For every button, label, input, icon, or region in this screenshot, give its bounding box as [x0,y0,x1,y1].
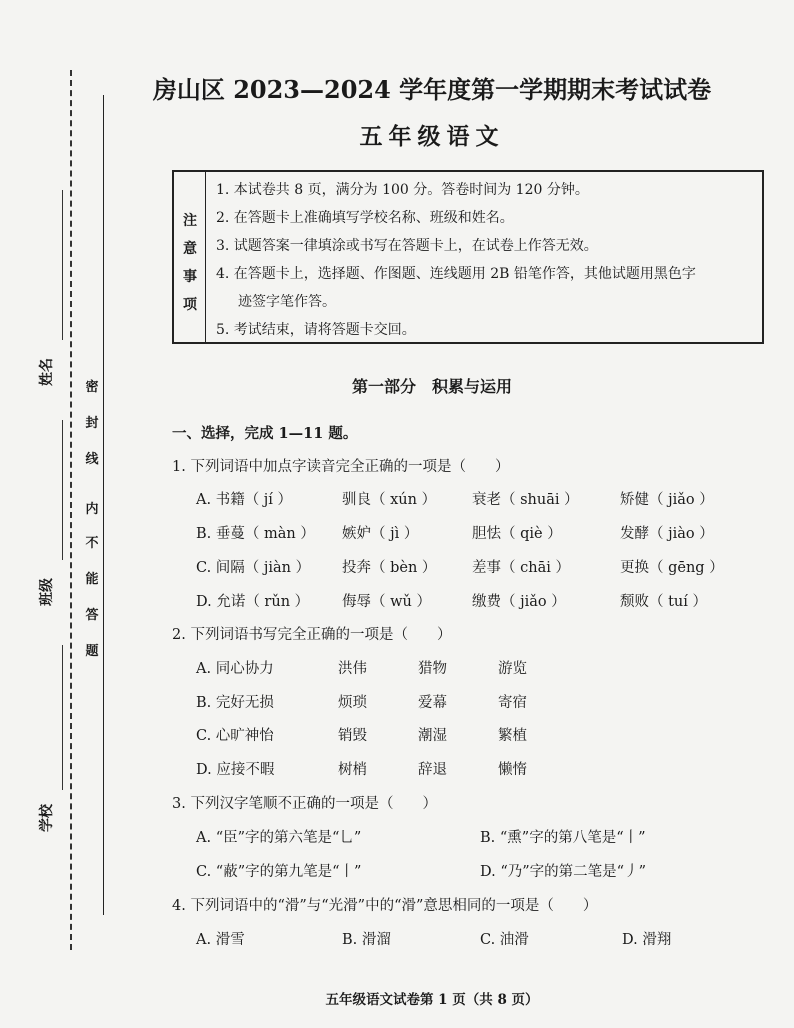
binding-dashed-line [70,70,72,950]
option-cell: 驯良（ xún ） [342,492,437,508]
option-cell: B. 滑溜 [342,932,391,948]
option-cell: 胆怯（ qiè ） [472,526,562,542]
notice-heading: 注 意 事 项 [174,172,206,342]
option-cell: A. “臣”字的第六笔是“乚” [196,830,362,846]
option-cell: D. 应接不暇 [196,762,275,778]
notice-item: 迹签字笔作答。 [238,294,336,310]
option-cell: 衰老（ shuāi ） [472,492,579,508]
option-cell: C. 间隔（ jiàn ） [196,560,311,576]
notice-item: 3. 试题答案一律填涂或书写在答题卡上，在试卷上作答无效。 [216,238,598,254]
notice-item: 1. 本试卷共 8 页，满分为 100 分。答卷时间为 120 分钟。 [216,182,589,198]
option-cell: 树梢 [338,762,367,778]
option-cell: A. 滑雪 [196,932,245,948]
option-cell: 颓败（ tuí ） [620,594,708,610]
option-cell: 洪伟 [338,661,367,677]
question-3-stem: 3. 下列汉字笔顺不正确的一项是（ ） [172,796,437,812]
seal-char: 密 [85,380,99,395]
option-cell: 投奔（ bèn ） [342,560,437,576]
exam-subtitle: 五年级语文 [359,123,505,150]
name-fill-line [62,190,63,340]
seal-char: 不 [85,536,99,551]
option-cell: C. “蔽”字的第九笔是“丨” [196,864,362,880]
name-label: 姓名 [39,358,55,386]
notice-item: 2. 在答题卡上准确填写学校名称、班级和姓名。 [216,210,514,226]
option-cell: A. 书籍（ jí ） [196,492,293,508]
exam-title: 房山区 2023—2024 学年度第一学期期末考试试卷 [152,75,712,104]
option-cell: 矫健（ jiǎo ） [620,492,714,508]
seal-char: 封 [85,416,99,431]
option-cell: B. 完好无损 [196,695,274,711]
question-4-stem: 4. 下列词语中的“滑”与“光滑”中的“滑”意思相同的一项是（ ） [172,898,598,914]
seal-char: 内 [85,502,99,517]
school-label: 学校 [39,804,55,832]
option-cell: 缴费（ jiǎo ） [472,594,566,610]
option-cell: 辞退 [418,762,447,778]
option-cell: A. 同心协力 [196,661,274,677]
question-2-stem: 2. 下列词语书写完全正确的一项是（ ） [172,627,452,643]
option-cell: D. 允诺（ rǔn ） [196,594,310,610]
option-cell: B. “熏”字的第八笔是“丨” [480,830,646,846]
option-cell: 更换（ gēng ） [620,560,724,576]
seal-char: 线 [85,452,99,467]
school-fill-line [62,645,63,790]
option-cell: 发酵（ jiào ） [620,526,714,542]
page-footer: 五年级语文试卷第 1 页（共 8 页） [325,992,539,1008]
seal-solid-line [103,95,104,915]
option-cell: 差事（ chāi ） [472,560,570,576]
option-cell: 游览 [498,661,527,677]
option-cell: 爱幕 [418,695,447,711]
part-heading: 一、选择，完成 1—11 题。 [172,425,358,442]
seal-char: 题 [85,644,99,659]
section-title: 第一部分 积累与运用 [351,377,512,396]
notice-item: 4. 在答题卡上，选择题、作图题、连线题用 2B 铅笔作答，其他试题用黑色字 [216,266,696,282]
seal-char: 答 [85,608,99,623]
option-cell: C. 心旷神怡 [196,728,274,744]
option-cell: 嫉妒（ jì ） [342,526,419,542]
class-label: 班级 [39,578,55,606]
option-cell: 潮湿 [418,728,447,744]
class-fill-line [62,420,63,560]
option-cell: 侮辱（ wǔ ） [342,594,431,610]
option-cell: D. 滑翔 [622,932,672,948]
notice-box [172,170,764,344]
option-cell: C. 油滑 [480,932,529,948]
option-cell: 烦琐 [338,695,367,711]
option-cell: D. “乃”字的第二笔是“丿” [480,864,646,880]
option-cell: 繁植 [498,728,527,744]
option-cell: 懒惰 [498,762,527,778]
seal-char: 能 [85,572,99,587]
option-cell: B. 垂蔓（ màn ） [196,526,315,542]
question-1-stem: 1. 下列词语中加点字读音完全正确的一项是（ ） [172,459,510,475]
notice-item: 5. 考试结束，请将答题卡交回。 [216,322,416,338]
option-cell: 销毁 [338,728,367,744]
option-cell: 寄宿 [498,695,527,711]
option-cell: 猎物 [418,661,447,677]
